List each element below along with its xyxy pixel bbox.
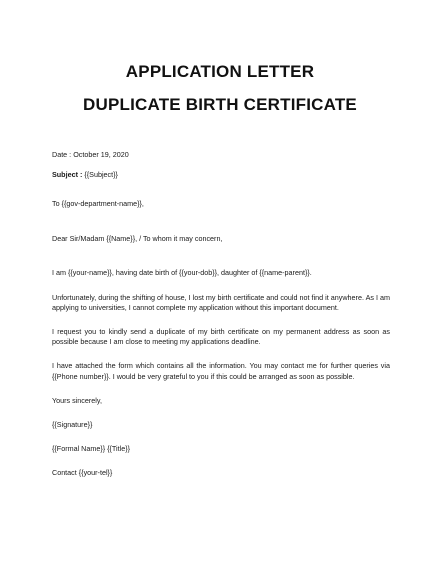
to-line: To {{gov-department-name}}, bbox=[52, 198, 144, 208]
title-line-1: APPLICATION LETTER bbox=[125, 62, 315, 81]
date-value: October 19, 2020 bbox=[73, 150, 129, 159]
paragraph-lost-certificate: Unfortunately, during the shifting of house, I lost my birth certificate and could not find it anywhere. As I am applying to universities, I cannot complete my application without this important document. bbox=[52, 292, 390, 312]
formal-name: {{Formal Name}} {{Title}} bbox=[52, 444, 131, 454]
closing: Yours sincerely, bbox=[52, 395, 102, 405]
subject-label: Subject : bbox=[52, 169, 85, 179]
paragraph-intro: I am {{your-name}}, having date birth of {{your-dob}}, daughter of {{name-parent}}. bbox=[52, 268, 312, 278]
salutation: Dear Sir/Madam {{Name}}, / To whom it may concern, bbox=[52, 234, 223, 244]
subject-line bbox=[52, 170, 390, 180]
subject-value: {{Subject}} bbox=[84, 169, 118, 179]
title-line-2: DUPLICATE BIRTH CERTIFICATE bbox=[83, 95, 357, 114]
date-label: Date : bbox=[52, 150, 74, 159]
contact-line: Contact {{your-tel}} bbox=[52, 468, 113, 478]
date-line bbox=[52, 150, 390, 160]
paragraph-attachment: I have attached the form which contains all the information. You may contact me for further queries via {{Phone number}}. I would be very grateful to you if this could be arranged as soon as possible. bbox=[52, 361, 390, 381]
paragraph-request: I request you to kindly send a duplicate of my birth certificate on my permanent address as soon as possible because I am close to meeting my applications deadline. bbox=[52, 326, 390, 347]
letter-body bbox=[52, 150, 390, 479]
signature: {{Signature}} bbox=[52, 419, 93, 429]
